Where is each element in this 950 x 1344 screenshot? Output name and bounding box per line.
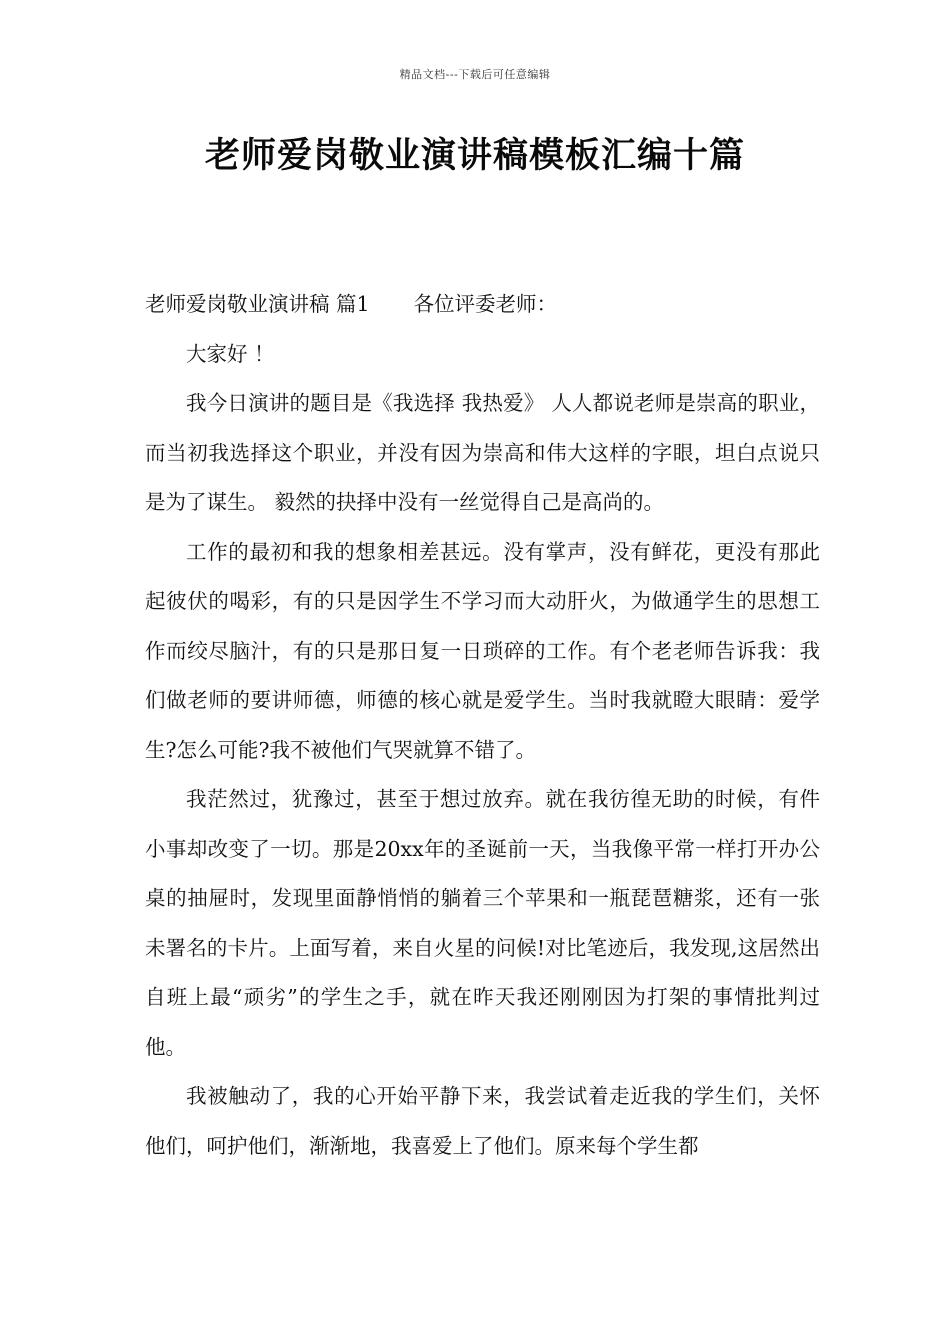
header-note: 精品文档---下载后可任意编辑 — [399, 68, 551, 81]
spacer — [370, 280, 414, 330]
paragraph: 我被触动了，我的心开始平静下来，我尝试着走近我的学生们，关怀他们，呵护他们，渐渐地，我喜爱上了他们。原来每个学生都 — [145, 1084, 820, 1158]
paragraph: 工作的最初和我的想象相差甚远。没有掌声，没有鲜花，更没有那此起彼伏的喝彩，有的只是因学生不学习而大动肝火，为做通学生的思想工作而绞尽脑汁，有的只是那日复一日琐碎的工作。有个老老师告诉我：我们做老师的要讲师德，师德的核心就是爱学生。当时我就瞪大眼睛：爱学生?怎么可能?我不被他们气哭就算不错了。 — [145, 539, 820, 762]
document-title: 老师爱岗敬业演讲稿模板汇编十篇 — [204, 136, 745, 176]
paragraph: 大家好 ！ — [186, 341, 275, 366]
document-body — [145, 280, 820, 1171]
salutation: 各位评委老师： — [413, 292, 558, 316]
paragraph: 我今日演讲的题目是《我选择 我热爱》 人人都说老师是崇高的职业，而当初我选择这个职业，并没有因为崇高和伟大这样的字眼，坦白点说只是为了谋生。 毅然的抉择中没有一丝觉得自己是高尚的。 — [145, 391, 820, 514]
opening-line — [145, 280, 820, 330]
paragraph: 我茫然过，犹豫过，甚至于想过放弃。就在我彷徨无助的时候，有件小事却改变了一切。那是20xx年的圣诞前一天，当我像平常一样打开办公桌的抽屉时，发现里面静悄悄的躺着三个苹果和一瓶琵琶糖浆，还有一张未署名的卡片。上面写着，来自火星的问候!对比笔迹后，我发现,这居然出自班上最“顽劣”的学生之手，就在昨天我还刚刚因为打架的事情批判过他。 — [145, 787, 820, 1059]
section-heading: 老师爱岗敬业演讲稿 篇1 — [145, 292, 370, 316]
